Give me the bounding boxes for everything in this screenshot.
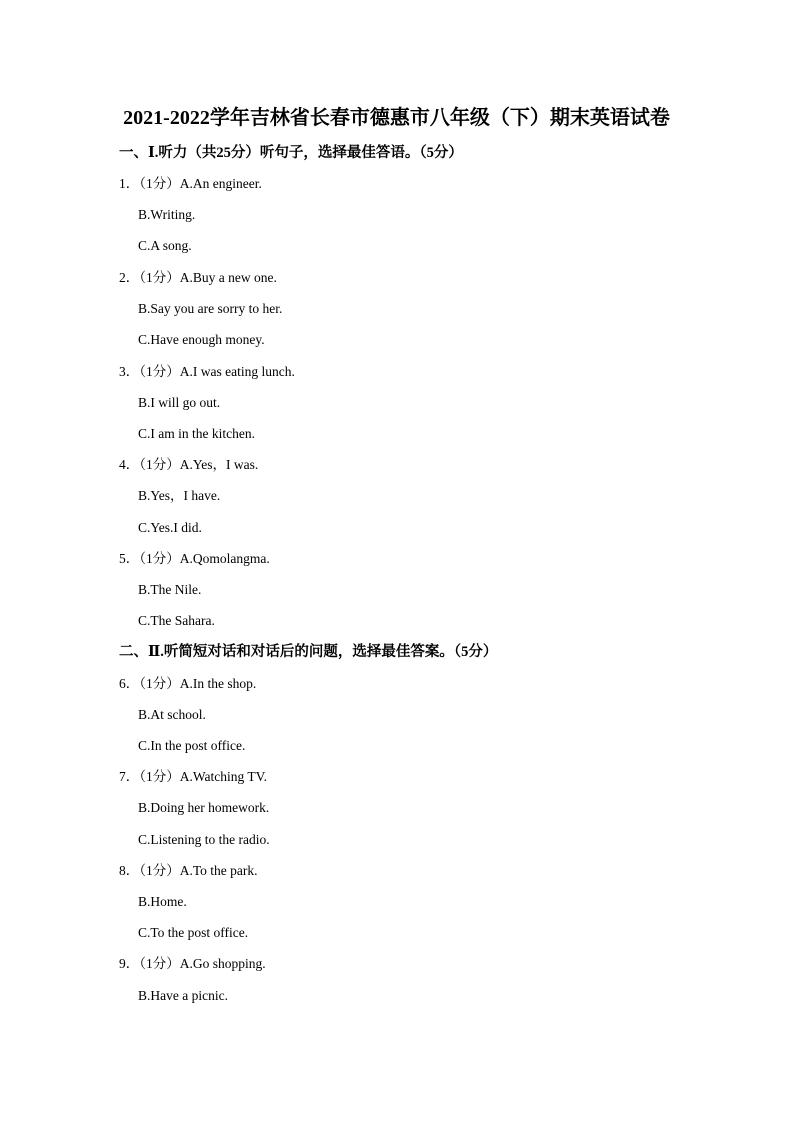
question-9-option-b: B.Have a picnic. [138,988,228,1003]
question-3-option-c: C.I am in the kitchen. [138,426,255,441]
question-4: 4．（1分）A.Yes，I was. [119,457,259,472]
section-heading-1: 一、Ⅰ.听力（共25分）听句子，选择最佳答语。（5分） [119,145,463,161]
question-9: 9．（1分）A.Go shopping. [119,956,266,971]
question-6: 6．（1分）A.In the shop. [119,676,257,691]
section-heading-2: 二、Ⅱ.听简短对话和对话后的问题，选择最佳答案。（5分） [119,644,498,660]
question-1-option-b: B.Writing. [138,207,196,222]
question-1-option-c: C.A song. [138,238,192,253]
question-6-option-c: C.In the post office. [138,738,246,753]
question-8: 8．（1分）A.To the park. [119,863,258,878]
document-title: 2021-2022学年吉林省长春市德惠市八年级（下）期末英语试卷 [123,107,670,129]
question-2: 2．（1分）A.Buy a new one. [119,270,277,285]
question-3-option-b: B.I will go out. [138,395,221,410]
question-7-option-b: B.Doing her homework. [138,800,270,815]
question-7-option-c: C.Listening to the radio. [138,832,270,847]
question-4-option-c: C.Yes.I did. [138,520,202,535]
question-5-option-b: B.The Nile. [138,582,202,597]
question-3: 3．（1分）A.I was eating lunch. [119,364,295,379]
question-5: 5．（1分）A.Qomolangma. [119,551,270,566]
question-7: 7．（1分）A.Watching TV. [119,769,268,784]
question-2-option-b: B.Say you are sorry to her. [138,301,283,316]
question-8-option-c: C.To the post office. [138,925,249,940]
question-5-option-c: C.The Sahara. [138,613,215,628]
question-1: 1．（1分）A.An engineer. [119,176,262,191]
question-6-option-b: B.At school. [138,707,206,722]
question-4-option-b: B.Yes，I have. [138,488,221,503]
question-2-option-c: C.Have enough money. [138,332,265,347]
question-8-option-b: B.Home. [138,894,187,909]
